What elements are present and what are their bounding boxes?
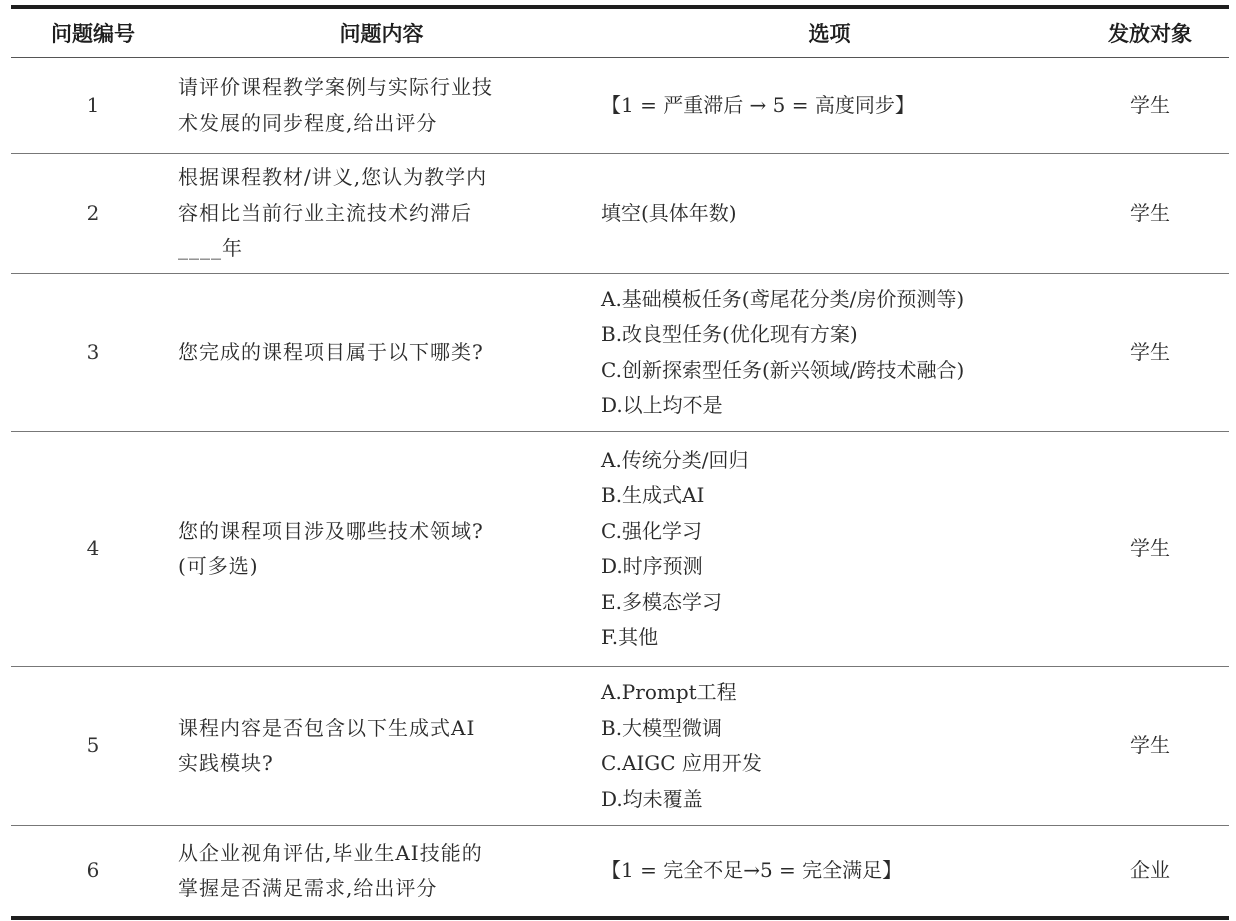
question-number: 6 [86, 858, 100, 883]
question-content [175, 154, 588, 274]
option-line: D.均未覆盖 [601, 786, 703, 811]
header-question-number: 问题编号 [11, 7, 175, 58]
content-line: (可多选) [178, 554, 259, 578]
content-line: 根据课程教材/讲义,您认为教学内 [178, 165, 488, 190]
target-audience: 学生 [1071, 432, 1229, 667]
table-row [11, 58, 1229, 154]
content-line: 掌握是否满足需求,给出评分 [178, 876, 438, 900]
content-line: 课程内容是否包含以下生成式AI [178, 715, 476, 740]
option-line: D.以上均不是 [601, 393, 723, 417]
question-number: 4 [11, 432, 175, 667]
target-audience: 学生 [1071, 58, 1229, 154]
option-line: A.Prompt工程 [601, 680, 737, 704]
question-options [588, 274, 1071, 432]
option-line: A.基础模板任务(鸢尾花分类/房价预测等) [601, 286, 965, 311]
option-line: C.AIGC 应用开发 [601, 751, 762, 775]
question-number: 5 [11, 667, 175, 826]
table-row [11, 154, 1229, 274]
option-line: B.生成式AI [601, 483, 705, 507]
table-header [11, 7, 1229, 58]
question-options [588, 432, 1071, 667]
question-number: 1 [11, 58, 175, 154]
question-content [175, 274, 588, 432]
content-line: 请评价课程教学案例与实际行业技 [178, 75, 493, 99]
header-question-content: 问题内容 [175, 7, 588, 58]
option-line: B.大模型微调 [601, 715, 723, 740]
target-audience: 学生 [1071, 154, 1229, 274]
option-line: F.其他 [601, 625, 659, 649]
table-body [11, 58, 1229, 919]
content-line: 从企业视角评估,毕业生AI技能的 [178, 840, 483, 865]
content-line: ____年 [178, 236, 243, 261]
content-line: 您的课程项目涉及哪些技术领域? [178, 518, 484, 543]
question-options [588, 58, 1071, 154]
content-line: 术发展的同步程度,给出评分 [178, 110, 438, 135]
header-options: 选项 [588, 7, 1071, 58]
option-line: D.时序预测 [601, 554, 703, 578]
content-line: 实践模块? [178, 751, 274, 775]
option-line: 填空(具体年数) [601, 200, 737, 225]
option-line: 【1 = 严重滞后 → 5 = 高度同步】 [601, 92, 915, 117]
content-line: 您完成的课程项目属于以下哪类? [178, 339, 484, 364]
option-line: C.创新探索型任务(新兴领域/跨技术融合) [601, 357, 965, 382]
option-line: C.强化学习 [601, 518, 702, 543]
question-number: 2 [11, 154, 175, 274]
question-content [175, 826, 588, 919]
table-row [11, 826, 1229, 919]
table-row [11, 274, 1229, 432]
header-row [11, 7, 1229, 58]
question-options [588, 667, 1071, 826]
survey-question-table [11, 5, 1229, 920]
question-options [588, 154, 1071, 274]
target-audience: 学生 [1071, 667, 1229, 826]
option-line: A.传统分类/回归 [601, 447, 749, 472]
question-content [175, 58, 588, 154]
content-line: 容相比当前行业主流技术约滞后 [178, 200, 472, 225]
option-line: B.改良型任务(优化现有方案) [601, 322, 858, 346]
table-row [11, 432, 1229, 667]
option-line: 【1 = 完全不足→5 = 完全满足】 [601, 858, 903, 883]
target-audience: 学生 [1071, 274, 1229, 432]
question-options [588, 826, 1071, 919]
question-number: 3 [11, 274, 175, 432]
header-target-audience: 发放对象 [1071, 7, 1229, 58]
target-audience: 企业 [1130, 858, 1170, 883]
question-content [175, 667, 588, 826]
table-row [11, 667, 1229, 826]
question-content [175, 432, 588, 667]
option-line: E.多模态学习 [601, 589, 722, 614]
